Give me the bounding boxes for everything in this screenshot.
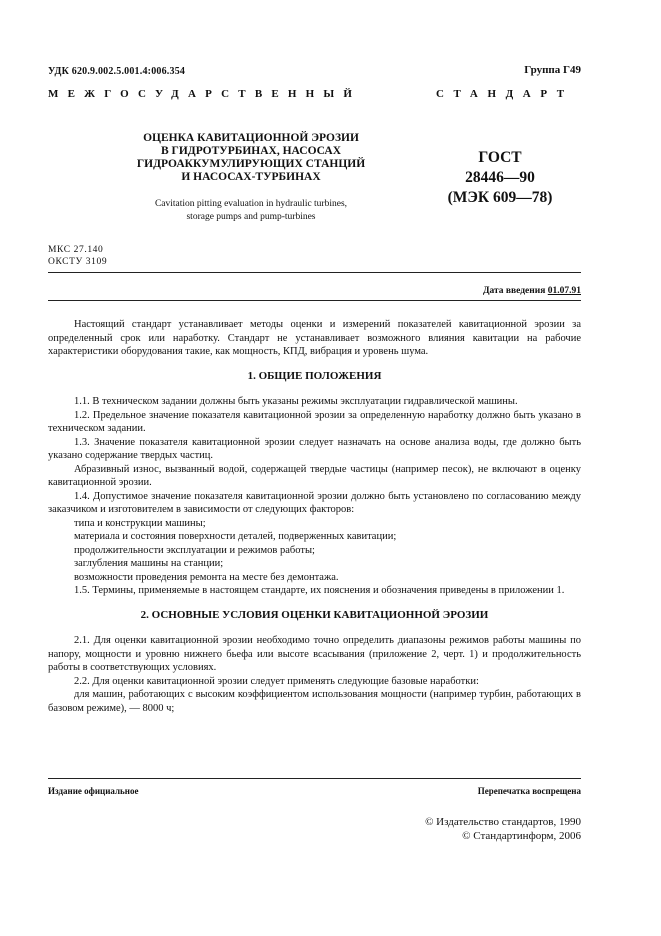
reprint-prohibited-label: Перепечатка воспрещена [477, 786, 581, 796]
iec-number: (МЭК 609—78) [447, 189, 553, 206]
paragraph: 1.1. В техническом задании должны быть указаны режимы эксплуатации гидравлической машины. [74, 396, 518, 407]
intro-paragraph: Настоящий стандарт устанавливает методы оценки и измерений показателей кавитационной эрозии за определенный срок или наработку. Стандарт не устанавливает возможного влияния кавитации на рабочие характеристики оборудования такие, как мощность, КПД, вибрация и уровень шума. [48, 319, 581, 357]
udk-code: УДК 620.9.002.5.001.4:006.354 [48, 66, 186, 77]
list-item: типа и конструкции машины; [74, 517, 206, 529]
divider [48, 778, 581, 779]
title-russian [96, 132, 406, 184]
classification-codes [48, 244, 107, 268]
title-line: ОЦЕНКА КАВИТАЦИОННОЙ ЭРОЗИИ [143, 132, 359, 144]
okstu-code: ОКСТУ 3109 [48, 257, 108, 267]
intro-date-label: Дата введения [482, 286, 546, 296]
paragraph: Абразивный износ, вызванный водой, содержащей твердые частицы (например песок), не включают в оценку кавитационной эрозии. [48, 463, 581, 488]
intro-date-value: 01.07.91 [547, 286, 581, 296]
section-heading: 1. ОБЩИЕ ПОЛОЖЕНИЯ [247, 369, 382, 382]
title-english [96, 198, 406, 224]
title-en-line: storage pumps and pump-turbines [186, 212, 316, 222]
list-item: заглубления машины на станции; [74, 558, 224, 569]
mks-code: МКС 27.140 [48, 245, 104, 255]
divider [48, 272, 581, 273]
title-en-line: Cavitation pitting evaluation in hydraulic turbines, [154, 199, 348, 209]
title-line: В ГИДРОТУРБИНАХ, НАСОСАХ [160, 145, 342, 157]
paragraph: 1.3. Значение показателя кавитационной эрозии следует назначать на основе анализа воды, где должно быть указано содержание твердых частиц. [48, 436, 581, 461]
group-code: Группа Г49 [524, 64, 581, 76]
divider [48, 300, 581, 301]
official-edition-label: Издание официальное [48, 786, 139, 796]
list-item: возможности проведения ремонта на месте без демонтажа. [74, 571, 339, 583]
copyright-block [425, 815, 581, 843]
title-line: ГИДРОАККУМУЛИРУЮЩИХ СТАНЦИЙ [136, 158, 366, 170]
banner-word-standard: СТАНДАРТ [436, 88, 574, 100]
list-item: продолжительности эксплуатации и режимов работы; [74, 544, 315, 556]
document-body [48, 318, 581, 715]
paragraph: 1.2. Предельное значение показателя кавитационной эрозии за определенную наработку должно быть указано в техническом задании. [48, 409, 581, 434]
paragraph: 1.5. Термины, применяемые в настоящем стандарте, их пояснения и обозначения приведены в приложении 1. [74, 585, 565, 596]
gost-label: ГОСТ [478, 149, 522, 166]
standard-designation [430, 148, 570, 208]
list-item: материала и состояния поверхности деталей, подверженных кавитации; [74, 531, 397, 542]
paragraph: 2.1. Для оценки кавитационной эрозии необходимо точно определить диапазоны режимов работы машины по напору, мощности и уровню нижнего бьефа или высоте всасывания (приложение 2, черт. 1) и продолжительность работы в соответствующих условиях. [48, 635, 581, 673]
section-heading: 2. ОСНОВНЫЕ УСЛОВИЯ ОЦЕНКИ КАВИТАЦИОННОЙ ЭРОЗИИ [140, 608, 489, 621]
copyright-line: © Издательство стандартов, 1990 [425, 816, 581, 828]
copyright-line: © Стандартинформ, 2006 [462, 830, 581, 842]
introduction-date [483, 286, 581, 296]
gost-number: 28446—90 [465, 169, 535, 186]
paragraph: 2.2. Для оценки кавитационной эрозии следует применять следующие базовые наработки: [74, 675, 479, 687]
paragraph: 1.4. Допустимое значение показателя кавитационной эрозии должно быть установлено по согласованию между заказчиком и изготовителем в зависимости от следующих факторов: [48, 490, 581, 515]
paragraph: для машин, работающих с высоким коэффициентом использования мощности (например турбин, работающих в базовом режиме), — 8000 ч; [48, 689, 581, 714]
banner-word-interstate: МЕЖГОСУДАРСТВЕННЫЙ [48, 88, 362, 100]
title-line: И НАСОСАХ-ТУРБИНАХ [181, 171, 321, 183]
